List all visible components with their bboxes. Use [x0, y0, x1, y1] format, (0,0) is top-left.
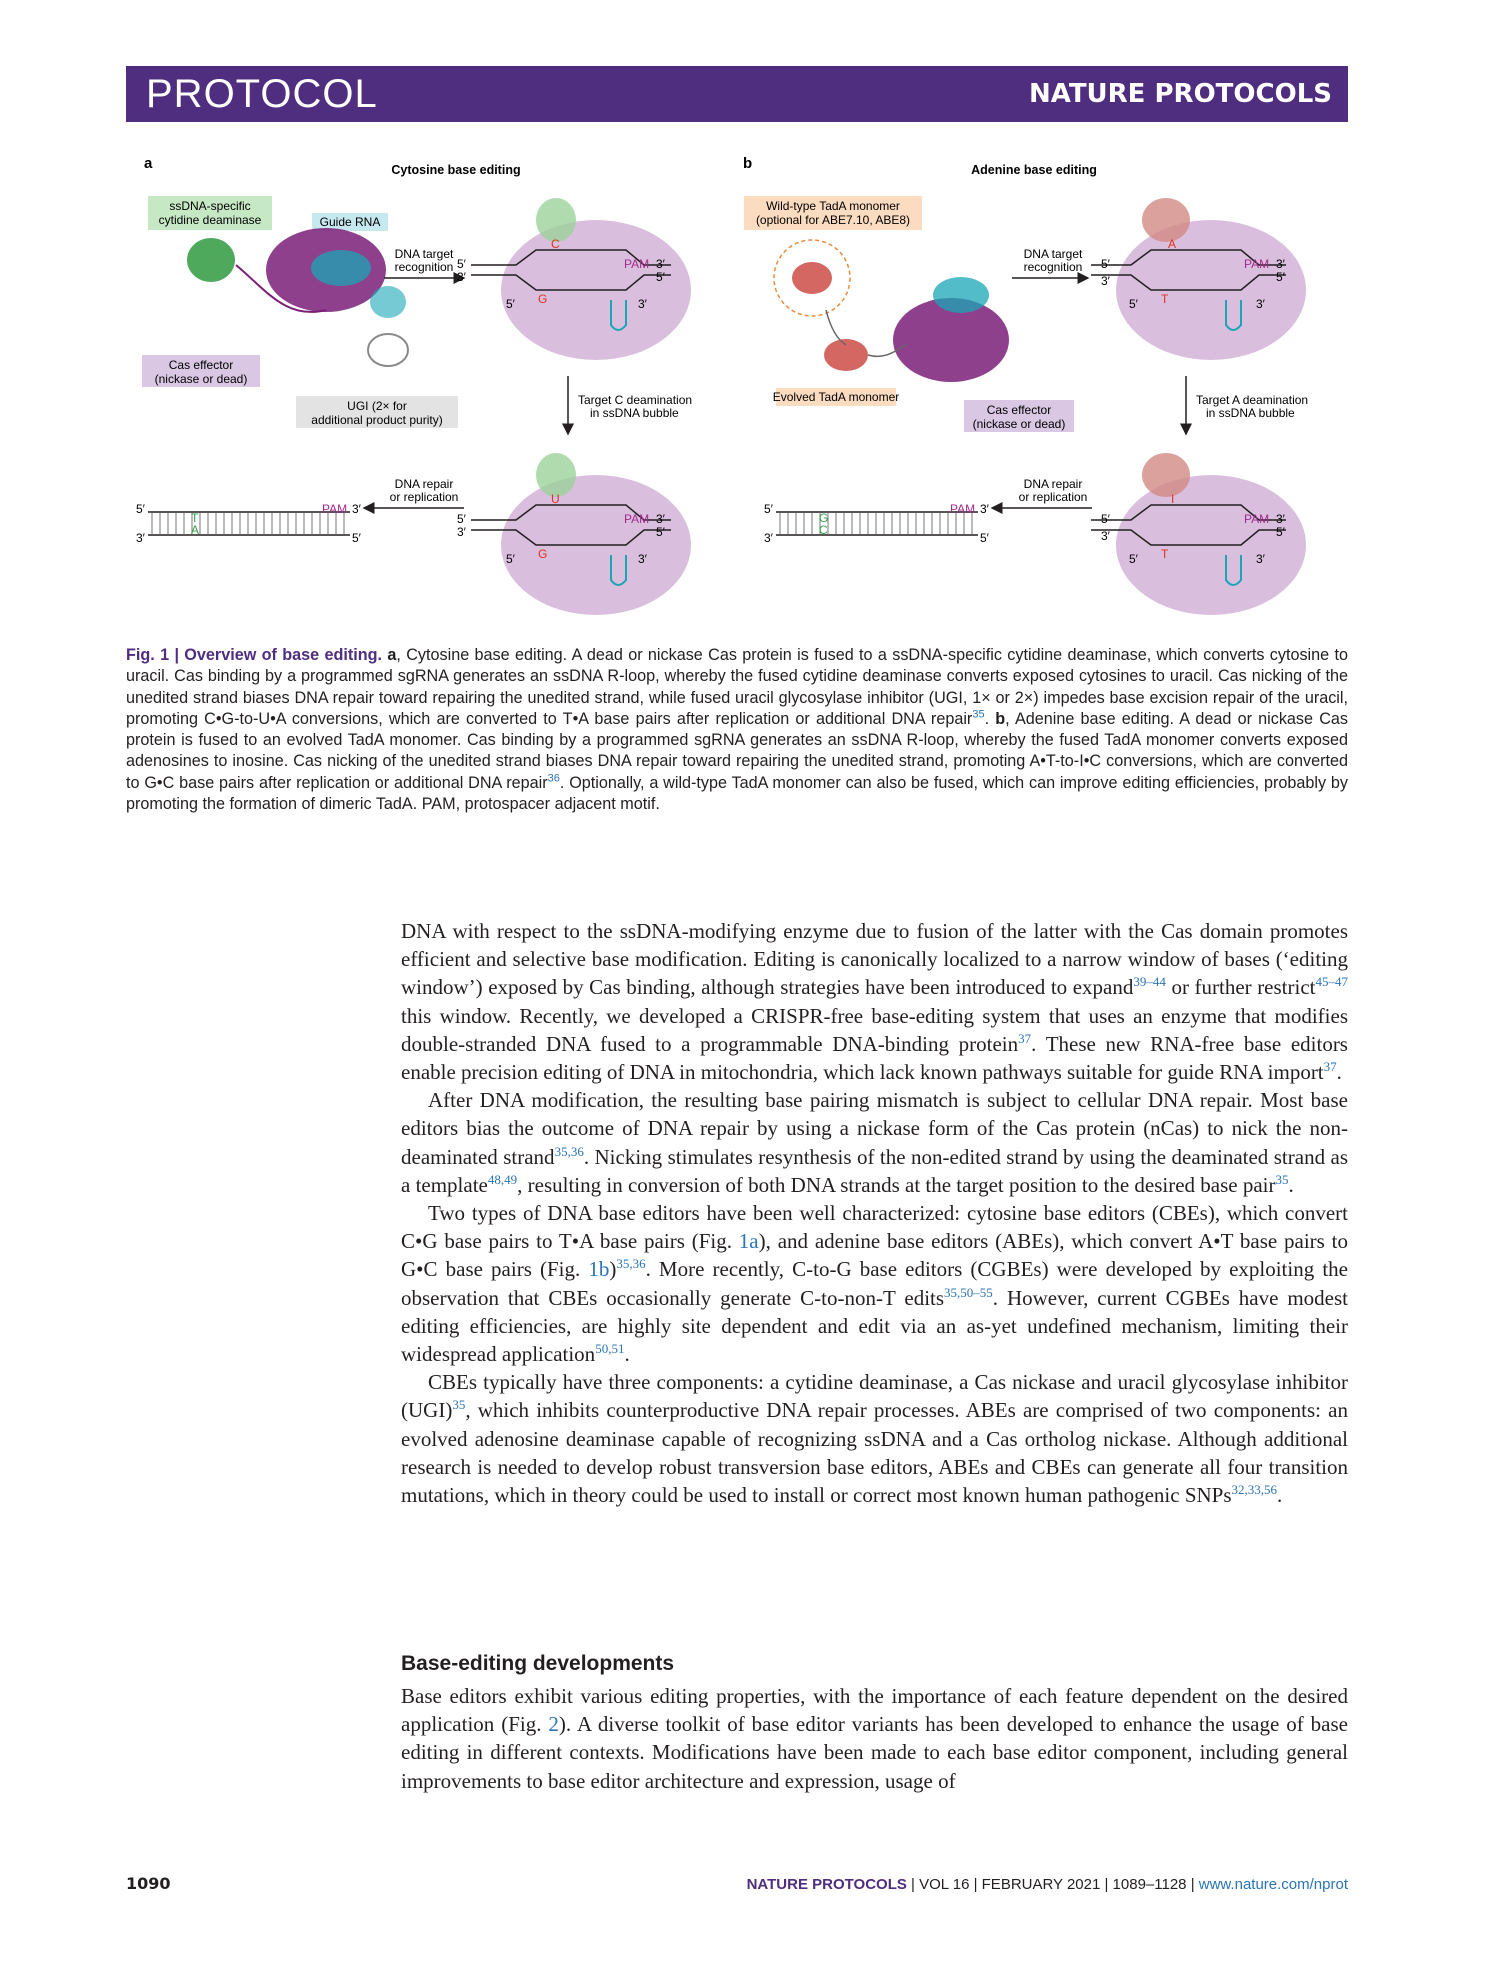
guide-rna-shape: [311, 250, 371, 286]
p1-text-2: or further restrict: [1165, 975, 1316, 1000]
recog-b-2: recognition: [1023, 260, 1083, 274]
label-5prime: 5′: [457, 257, 466, 271]
caption-title: Fig. 1 | Overview of base editing.: [126, 646, 383, 664]
repair-a-2: or replication: [389, 490, 459, 504]
complex-a-top: [457, 198, 691, 360]
product-base-top-b: G: [819, 511, 829, 525]
guide-rna-label: Guide RNA: [319, 215, 381, 229]
recog-b-1: DNA target: [1023, 247, 1083, 261]
footer-volume: | VOL 16 | FEBRUARY 2021 | 1089–1128 |: [906, 1876, 1199, 1893]
tada-complex-b-2: [1142, 453, 1190, 497]
label-3prime-right: 3′: [656, 257, 665, 271]
guide-rna-shape-2: [370, 286, 406, 318]
label-5prime-rna-b: 5′: [1129, 297, 1138, 311]
label-3prime-right-b-2: 3′: [1276, 512, 1285, 526]
p1-ref-7[interactable]: 37: [1323, 1059, 1337, 1075]
panel-a-title: Cytosine base editing: [391, 163, 521, 177]
footer-citation: [747, 1876, 1348, 1893]
paragraph-3: [401, 1199, 1348, 1368]
section-heading: Base-editing developments: [401, 1652, 675, 1675]
section-label: PROTOCOL: [146, 72, 378, 116]
product-3prime-right-b: 3′: [980, 502, 989, 516]
paragraph-4: [401, 1368, 1348, 1509]
label-5prime-rna: 5′: [506, 297, 515, 311]
label-5prime-2: 5′: [457, 512, 466, 526]
repair-a-1: DNA repair: [394, 477, 454, 491]
target-base-bottom-b: T: [1161, 292, 1169, 306]
p1-text-0: DNA with respect to the ssDNA-modifying enzyme due to fusion of the latter with the Cas domain promotes efficient and selective base modification. Editing is canonically localized to a narrow window of bases (‘editing window’) exposed by Cas binding, although strategies have been introduced to expand: [401, 919, 1348, 1000]
product-base-bottom-b: C: [819, 523, 828, 537]
label-3prime-2: 3′: [457, 525, 466, 539]
label-3prime-rna-b-2: 3′: [1256, 552, 1265, 566]
product-pam: PAM: [322, 502, 348, 516]
deaminase-label-2: cytidine deaminase: [158, 213, 262, 227]
p3-fig-link-1a[interactable]: 1a: [738, 1229, 759, 1254]
label-5prime-right: 5′: [656, 270, 665, 284]
deaminase-complex-shape-2: [536, 453, 576, 497]
p3-text-10: .: [624, 1342, 630, 1367]
figure-1: [126, 150, 1348, 630]
label-3prime-right-b: 3′: [1276, 257, 1285, 271]
label-3prime-rna: 3′: [638, 297, 647, 311]
wt-tada-label-2: (optional for ABE7.10, ABE8): [755, 213, 911, 227]
complex-b-bottom: [1091, 453, 1306, 615]
p3-text-4: ): [609, 1257, 617, 1282]
p3-ref-9[interactable]: 50,51: [595, 1341, 625, 1357]
p3-fig-link-1b[interactable]: 1b: [588, 1257, 610, 1282]
caption-b-cite[interactable]: 36: [547, 772, 560, 785]
p3-ref-7[interactable]: 35,50–55: [944, 1284, 993, 1300]
page-number: 1090: [126, 1874, 171, 1893]
header-banner: [126, 66, 1348, 122]
panel-a: [136, 155, 692, 615]
deam-a-1: Target C deamination: [578, 393, 693, 407]
tada-complex-b: [1142, 198, 1190, 242]
product-base-top: T: [191, 511, 199, 525]
target-base-bottom: G: [538, 292, 548, 306]
section-fig-link-2[interactable]: 2: [548, 1712, 559, 1737]
p2-text-6: .: [1288, 1172, 1294, 1197]
product-base-bottom: A: [191, 523, 200, 537]
p3-text-8: . However, current CGBEs have modest editing efficiencies, are highly site dependent and edit via an as-yet undefined mechanism, limiting their widespread application: [401, 1285, 1348, 1367]
p3-text-6: . More recently, C-to-G base editors (CGBEs) were developed by exploiting the observation that CBEs occasionally generate C-to-non-T edits: [401, 1257, 1348, 1310]
section-body: [401, 1682, 1348, 1795]
body-text: [401, 917, 1348, 1509]
p1-text-8: .: [1336, 1060, 1342, 1085]
wt-tada-protein: [792, 262, 832, 294]
product-5prime-right-b: 5′: [980, 531, 989, 545]
cas-label-b-2: (nickase or dead): [972, 417, 1066, 431]
wt-tada-label-1: Wild-type TadA monomer: [766, 199, 900, 213]
p2-text-2: . Nicking stimulates resynthesis of the non-edited strand by using the deaminated strand as a template: [401, 1144, 1349, 1197]
ugi-label-2: additional product purity): [311, 413, 443, 427]
paragraph-2: [401, 1086, 1348, 1199]
p2-ref-3[interactable]: 48,49: [487, 1171, 518, 1187]
p4-ref-3[interactable]: 32,33,56: [1231, 1482, 1278, 1498]
target-base-top-b-2: I: [1171, 492, 1175, 506]
target-base-top-2: U: [551, 492, 560, 506]
cas-label-2: (nickase or dead): [154, 372, 248, 386]
target-base-bottom-2: G: [538, 547, 548, 561]
p2-text-4: , resulting in conversion of both DNA strands at the target position to the desired base pair: [517, 1172, 1276, 1197]
section-p1-b: ). A diverse toolkit of base editor variants has been developed to enhance the usage of base editing in different contexts. Modifications have been made to each base editor component, including general improvements to base editor architecture and expression, usage of: [401, 1712, 1348, 1793]
p1-ref-1[interactable]: 39–44: [1133, 974, 1166, 990]
target-base-top-b: A: [1168, 237, 1177, 251]
p3-text-2: ), and adenine base editors (ABEs), which convert A•T base pairs to G•C base pairs (Fig.: [401, 1229, 1348, 1282]
p4-text-0: CBEs typically have three components: a cytidine deaminase, a Cas nickase and uracil glycosylase inhibitor (UGI): [401, 1370, 1348, 1423]
repair-b-2: or replication: [1018, 490, 1088, 504]
complex-a-bottom: [457, 453, 691, 615]
label-3prime-rna-b: 3′: [1256, 297, 1265, 311]
product-pam-b: PAM: [950, 502, 976, 516]
target-base-bottom-b-2: T: [1161, 547, 1169, 561]
label-5prime-b: 5′: [1101, 257, 1110, 271]
section-p1-a: Base editors exhibit various editing properties, with the importance of each feature dependent on the desired application (Fig.: [401, 1684, 1348, 1737]
pam-label-b-2: PAM: [1244, 512, 1270, 526]
base-pair-ticks: [152, 512, 344, 535]
product-5prime-b: 5′: [764, 502, 773, 516]
deam-a-2: in ssDNA bubble: [590, 406, 679, 420]
pam-label-2: PAM: [624, 512, 650, 526]
product-3prime: 3′: [136, 531, 145, 545]
deam-b-1: Target A deamination: [1196, 393, 1309, 407]
label-5prime-right-b-2: 5′: [1276, 525, 1285, 539]
p1-ref-5[interactable]: 37: [1018, 1030, 1032, 1046]
p2-text-0: After DNA modification, the resulting base pairing mismatch is subject to cellular DNA repair. Most base editors bias the outcome of DNA repair by using a nickase form of the Cas protein (nCas) to nick the non-deaminated strand: [401, 1088, 1348, 1169]
label-3prime-b-2: 3′: [1101, 529, 1110, 543]
caption-a-text-1: , Cytosine base editing. A dead or nickase Cas protein is fused to a ssDNA-specific cytidine deaminase, which converts cytosine to uracil. Cas binding by a programmed sgRNA generates an ssDNA R-loop, whereby the fused cytidine deaminase converts exposed cytosines to uracil. Cas nicking of the unedited strand biases DNA repair toward repairing the unedited strand, while fused uracil glycosylase inhibitor (UGI, 1× or 2×) impedes base excision repair of the uracil, promoting C•G-to-U•A conversions, which are converted to T•A base pairs after replication or additional DNA repair: [126, 646, 1348, 728]
caption-a-cite[interactable]: 35: [972, 708, 985, 721]
p1-text-4: this window. Recently, we developed a CRISPR-free base-editing system that uses an enzyme that modifies double-stranded DNA fused to a programmable DNA-binding protein: [401, 1003, 1348, 1056]
section-paragraph-1: [401, 1682, 1348, 1795]
panel-b: [743, 155, 1308, 615]
deam-b-2: in ssDNA bubble: [1206, 406, 1295, 420]
p3-text-0: Two types of DNA base editors have been well characterized: cytosine base editors (CBEs), which convert C•G base pairs to T•A base pairs (Fig.: [401, 1201, 1348, 1254]
label-5prime-right-2: 5′: [656, 525, 665, 539]
panel-b-label: b: [743, 155, 753, 172]
product-dna-b: [764, 502, 990, 545]
footer-journal: NATURE PROTOCOLS: [746, 1876, 907, 1893]
label-3prime: 3′: [457, 270, 466, 284]
figure-1-svg: [126, 150, 1348, 630]
guide-rna-shape-b: [933, 277, 989, 313]
caption-b-text-1: , Adenine base editing. A dead or nickase Cas protein is fused to an evolved TadA monomer. Cas binding by a programmed sgRNA generates an ssDNA R-loop, whereby the fused TadA monomer converts exposed adenosines to inosine. Cas nicking of the unedited strand biases DNA repair toward repairing the unedited strand, promoting A•T-to-I•C conversions, which are converted to G•C base pairs after replication or additional DNA repair: [126, 709, 1348, 792]
cas-label-1: Cas effector: [168, 358, 234, 372]
deaminase-label-1: ssDNA-specific: [169, 199, 251, 213]
evolved-tada-label: Evolved TadA monomer: [772, 390, 900, 404]
paragraph-1: [401, 917, 1348, 1086]
product-5prime: 5′: [136, 502, 145, 516]
product-3prime-right: 3′: [352, 502, 361, 516]
label-5prime-b-2: 5′: [1101, 512, 1110, 526]
p4-text-2: , which inhibits counterproductive DNA repair processes. ABEs are comprised of two components: an evolved adenosine deaminase capable of recognizing ssDNA and a Cas ortholog nickase. Although additional research is needed to develop robust transversion base editors, ABEs and CBEs can generate all four transition mutations, which in theory could be used to install or correct most known human pathogenic SNPs: [401, 1398, 1348, 1508]
p1-ref-3[interactable]: 45–47: [1315, 974, 1348, 990]
product-dna-a: [136, 502, 362, 545]
base-pair-ticks-b: [780, 512, 972, 535]
repair-b-1: DNA repair: [1023, 477, 1083, 491]
label-3prime-b: 3′: [1101, 274, 1110, 288]
footer-url[interactable]: www.nature.com/nprot: [1198, 1876, 1348, 1893]
recog-a-2: recognition: [394, 260, 454, 274]
label-5prime-rna-b-2: 5′: [1129, 552, 1138, 566]
label-5prime-right-b: 5′: [1276, 270, 1285, 284]
journal-name: NATURE PROTOCOLS: [1028, 79, 1332, 109]
p2-ref-5[interactable]: 35: [1275, 1171, 1289, 1187]
product-5prime-right: 5′: [352, 531, 361, 545]
recog-a-1: DNA target: [394, 247, 454, 261]
p3-ref-5[interactable]: 35,36: [616, 1256, 646, 1272]
p4-ref-1[interactable]: 35: [452, 1397, 466, 1413]
p4-text-4: .: [1277, 1483, 1283, 1508]
panel-a-label: a: [144, 155, 153, 172]
caption-a-text-2: .: [984, 709, 996, 728]
pam-label: PAM: [624, 257, 650, 271]
label-3prime-rna-2: 3′: [638, 552, 647, 566]
label-3prime-right-2: 3′: [656, 512, 665, 526]
caption-b-text-2: . Optionally, a wild-type TadA monomer can also be fused, which can improve editing efficiencies, probably by promoting the formation of dimeric TadA. PAM, protospacer adjacent motif.: [126, 773, 1348, 814]
p1-text-6: . These new RNA-free base editors enable precision editing of DNA in mitochondria, which lack known pathways suitable for guide RNA import: [401, 1031, 1348, 1085]
label-5prime-rna-2: 5′: [506, 552, 515, 566]
target-base-top: C: [551, 237, 560, 251]
cas-label-b-1: Cas effector: [986, 403, 1052, 417]
product-3prime-b: 3′: [764, 531, 773, 545]
deaminase-complex-shape: [536, 198, 576, 242]
p2-ref-1[interactable]: 35,36: [554, 1143, 584, 1159]
complex-b-top: [1091, 198, 1306, 360]
evolved-tada-protein: [824, 339, 868, 371]
ugi-label-1: UGI (2× for: [347, 399, 407, 413]
pam-label-b: PAM: [1244, 257, 1270, 271]
panel-b-title: Adenine base editing: [971, 163, 1097, 177]
caption-b-label: b: [995, 709, 1006, 728]
ugi-protein: [368, 334, 408, 366]
caption-a-label: a: [387, 646, 397, 664]
figure-caption: [126, 645, 1348, 815]
deaminase-protein: [187, 238, 235, 282]
